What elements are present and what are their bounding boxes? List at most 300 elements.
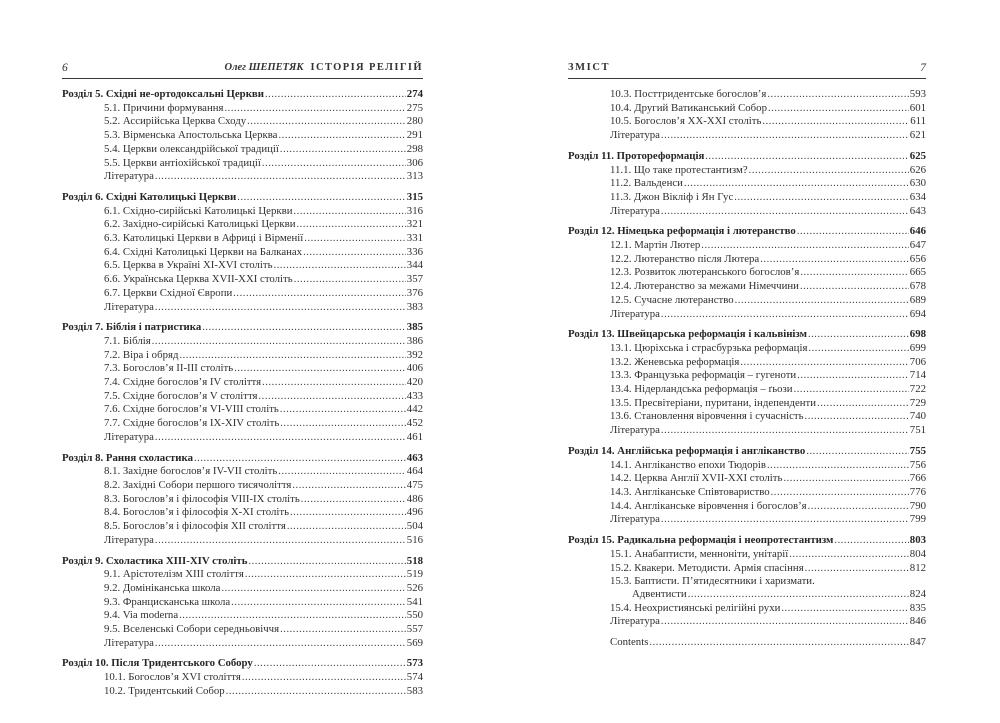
dot-leader — [805, 563, 909, 576]
toc-entry-page: 755 — [909, 444, 926, 457]
toc-entry-page: 463 — [406, 451, 423, 464]
toc-entry-label: Література — [104, 170, 154, 183]
toc-entry — [568, 280, 926, 294]
dot-leader — [749, 165, 909, 178]
dot-leader — [155, 535, 406, 548]
toc-entry-page: 452 — [406, 417, 423, 430]
toc-entry-label: 7.7. Східне богослов’я IX-XIV століть — [104, 417, 280, 430]
toc-entry-page: 625 — [909, 149, 926, 162]
dot-leader — [805, 411, 909, 424]
toc-entry-chapter — [62, 88, 423, 102]
toc-block — [568, 534, 926, 629]
toc-entry-page: 574 — [406, 671, 423, 684]
toc-entry-label: Розділ 10. Після Тридентського Собору — [62, 657, 253, 670]
toc-block — [62, 88, 423, 184]
toc-entry — [62, 493, 423, 507]
toc-entry — [62, 115, 423, 129]
toc-entry-label: 8.3. Богослов’я і філософія VIII-IX століть — [104, 492, 300, 505]
toc-entry-page: 593 — [909, 88, 926, 100]
dot-leader — [800, 281, 909, 294]
toc-entry — [568, 115, 926, 129]
toc-entry-label: 12.5. Сучасне лютеранство — [610, 293, 734, 306]
toc-entry-label: 12.2. Лютеранство після Лютера — [610, 252, 760, 265]
dot-leader — [179, 350, 405, 363]
toc-entry — [568, 410, 926, 424]
toc-block — [62, 555, 423, 651]
toc-entry — [62, 506, 423, 520]
toc-entry-label: 7.6. Східне богослов’я VI-VIII століть — [104, 403, 279, 416]
dot-leader — [701, 240, 909, 253]
toc-entry — [62, 520, 423, 534]
toc-entry — [62, 349, 423, 363]
toc-entry-page: 634 — [909, 190, 926, 203]
toc-entry-label: Розділ 13. Швейцарська реформація і кальвінізм — [568, 328, 807, 341]
toc-entry-label: 8.2. Західні Собори першого тисячоліття — [104, 478, 292, 491]
toc-entry-page: 694 — [909, 307, 926, 320]
toc-entry-page: 706 — [909, 355, 926, 368]
toc-entry-page: 835 — [909, 601, 926, 614]
toc-entry-page: 799 — [909, 513, 926, 526]
toc-entry-label: 6.6. Українська Церква XVII-XXI століть — [104, 273, 293, 286]
toc-entry — [568, 342, 926, 356]
toc-entry-label: 10.1. Богослов’я XVI століття — [104, 671, 241, 684]
toc-entry-page: 790 — [909, 499, 926, 512]
toc-entry-page: 583 — [406, 684, 423, 697]
toc-entry-page: 516 — [406, 533, 423, 546]
folio-left: 6 — [62, 62, 68, 74]
toc-entry-label: 13.6. Становлення віровчення і сучасність — [610, 410, 804, 423]
toc-entry-label: 14.1. Англіканство епохи Тюдорів — [610, 458, 766, 471]
dot-leader — [661, 309, 909, 322]
toc-entry-page: 847 — [909, 636, 926, 649]
toc-entry-page: 678 — [909, 280, 926, 293]
toc-entry-page: 519 — [406, 568, 423, 581]
toc-entry-label: 10.3. Посттридентське богослов’я — [610, 88, 767, 100]
dot-leader — [294, 206, 406, 219]
toc-entry-page: 740 — [909, 410, 926, 423]
toc-entry — [568, 308, 926, 322]
toc-entry — [62, 390, 423, 404]
toc-entry — [62, 596, 423, 610]
toc-entry-label: 9.5. Вселенські Собори середньовіччя — [104, 623, 280, 636]
page-header-right — [568, 62, 926, 79]
toc-entry-page: 406 — [406, 362, 423, 375]
dot-leader — [301, 494, 406, 507]
toc-entry-label: 6.7. Церкви Східної Європи — [104, 286, 233, 299]
dot-leader — [705, 151, 909, 164]
dot-leader — [247, 116, 406, 129]
toc-entry-label: Література — [610, 615, 660, 628]
toc-entry-label: Література — [104, 300, 154, 313]
dot-leader — [760, 254, 909, 267]
toc-heading: ЗМІСТ — [568, 62, 611, 73]
toc-entry-page: 386 — [406, 334, 423, 347]
toc-entry-page: 344 — [406, 259, 423, 272]
toc-entry — [62, 218, 423, 232]
toc-entry — [568, 397, 926, 411]
toc-entry-label: 9.2. Домініканська школа — [104, 581, 221, 594]
toc-entry-label: Розділ 6. Східні Католицькі Церкви — [62, 190, 237, 203]
toc-entry — [568, 102, 926, 116]
toc-entry-label: 11.1. Що таке протестантизм? — [610, 163, 748, 176]
dot-leader — [767, 89, 908, 102]
toc-entry-page: 315 — [406, 190, 423, 203]
toc-entry-page: 392 — [406, 348, 423, 361]
toc-entry-page: 846 — [909, 615, 926, 628]
toc-entry-chapter — [568, 328, 926, 342]
toc-entry — [568, 472, 926, 486]
toc-entry-page: 611 — [910, 115, 926, 128]
toc-entry-chapter — [568, 225, 926, 239]
toc-entry-page: 504 — [406, 520, 423, 533]
toc-entry — [62, 582, 423, 596]
toc-entry-page: 665 — [909, 266, 926, 279]
toc-entry-label: 7.2. Віра і обряд — [104, 348, 179, 361]
toc-block — [568, 150, 926, 219]
toc-entry-page: 729 — [909, 396, 926, 409]
toc-entry — [62, 246, 423, 260]
toc-entry-label: 7.1. Біблія — [104, 334, 151, 347]
running-title-book: ІСТОРІЯ РЕЛІГІЙ — [310, 62, 423, 73]
toc-entry-label: 14.4. Англіканське віровчення і богослов’я — [610, 499, 807, 512]
toc-entry-label: 14.3. Англіканське Співтовариство — [610, 485, 770, 498]
dot-leader — [226, 686, 406, 699]
toc-entry-page: 776 — [909, 485, 926, 498]
toc-entry-label: 12.1. Мартін Лютер — [610, 239, 701, 252]
toc-entry-page: 496 — [406, 506, 423, 519]
toc-entry-label: 9.4. Via moderna — [104, 609, 179, 622]
dot-leader — [661, 206, 909, 219]
toc-right — [568, 88, 926, 650]
toc-entry-chapter — [568, 445, 926, 459]
toc-entry-label: Література — [610, 307, 660, 320]
toc-entry — [62, 157, 423, 171]
toc-entry-label: 11.3. Джон Вікліф і Ян Гус — [610, 190, 734, 203]
dot-leader — [290, 507, 406, 520]
toc-entry — [62, 431, 423, 445]
toc-entry-page: 313 — [406, 170, 423, 183]
toc-entry-chapter — [62, 191, 423, 205]
toc-entry-label: Contents — [610, 636, 649, 649]
toc-entry-page: 376 — [406, 286, 423, 299]
dot-leader — [237, 192, 406, 205]
toc-left — [62, 88, 423, 699]
dot-leader — [661, 425, 909, 438]
toc-entry — [62, 671, 423, 685]
toc-entry-label: 6.3. Католицькі Церкви в Африці і Вірменії — [104, 232, 304, 245]
toc-entry — [568, 588, 926, 602]
dot-leader — [762, 116, 909, 129]
toc-entry — [568, 513, 926, 527]
toc-entry — [62, 534, 423, 548]
toc-entry — [568, 191, 926, 205]
dot-leader — [245, 569, 406, 582]
dot-leader — [231, 597, 406, 610]
toc-entry-page: 298 — [406, 142, 423, 155]
folio-right: 7 — [920, 62, 926, 74]
toc-entry-chapter — [62, 321, 423, 335]
toc-block — [568, 328, 926, 438]
dot-leader — [280, 418, 406, 431]
page-left — [62, 0, 423, 723]
toc-entry — [62, 287, 423, 301]
toc-entry-label: Література — [104, 636, 154, 649]
toc-entry-page: 550 — [406, 609, 423, 622]
dot-leader — [221, 583, 405, 596]
toc-entry — [62, 259, 423, 273]
toc-entry-page: 656 — [909, 252, 926, 265]
toc-block — [568, 445, 926, 527]
toc-entry — [62, 362, 423, 376]
toc-entry-page: 383 — [406, 300, 423, 313]
toc-entry — [568, 548, 926, 562]
toc-block — [568, 636, 926, 650]
toc-entry-page: 357 — [406, 273, 423, 286]
toc-entry-label: 15.1. Анабаптисти, менноніти, унітарії — [610, 547, 789, 560]
toc-entry-label: 6.5. Церква в Україні XI-XVI століть — [104, 259, 273, 272]
toc-entry-label: 5.4. Церкви олександрійської традиції — [104, 142, 279, 155]
toc-entry-page: 321 — [406, 218, 423, 231]
toc-entry — [568, 383, 926, 397]
toc-entry — [568, 615, 926, 629]
toc-entry-page: 714 — [909, 369, 926, 382]
toc-entry — [62, 403, 423, 417]
toc-entry-page: 621 — [909, 129, 926, 142]
toc-entry — [62, 232, 423, 246]
toc-entry — [568, 129, 926, 143]
toc-entry — [62, 568, 423, 582]
dot-leader — [768, 103, 909, 116]
toc-entry — [568, 602, 926, 616]
dot-leader — [152, 336, 406, 349]
toc-entry-label: 13.3. Французька реформація – гугеноти — [610, 369, 797, 382]
dot-leader — [248, 556, 405, 569]
toc-entry — [62, 143, 423, 157]
dot-leader — [254, 658, 406, 671]
dot-leader — [781, 603, 908, 616]
toc-entry-label: Розділ 15. Радикальна реформація і неопротестантизм — [568, 534, 834, 547]
toc-entry-chapter — [568, 150, 926, 164]
toc-entry — [568, 164, 926, 178]
toc-entry-page: 643 — [909, 204, 926, 217]
dot-leader — [274, 260, 406, 273]
toc-entry-page: 442 — [406, 403, 423, 416]
toc-entry — [62, 376, 423, 390]
dot-leader — [808, 329, 909, 342]
dot-leader — [155, 638, 406, 651]
toc-entry-label: 6.2. Західно-сирійські Католицькі Церкви — [104, 218, 296, 231]
toc-entry-label: 13.2. Женевська реформація — [610, 355, 740, 368]
toc-entry-page: 486 — [406, 492, 423, 505]
toc-entry-page: 385 — [406, 321, 423, 334]
dot-leader — [265, 89, 406, 102]
dot-leader — [304, 233, 406, 246]
toc-entry — [62, 102, 423, 116]
toc-entry-page: 518 — [406, 554, 423, 567]
toc-entry-page: 316 — [406, 204, 423, 217]
toc-entry-page: 475 — [406, 478, 423, 491]
dot-leader — [242, 672, 406, 685]
toc-entry — [568, 575, 926, 588]
toc-entry-label: 15.2. Квакери. Методисти. Армія спасіння — [610, 561, 804, 574]
toc-entry — [62, 205, 423, 219]
page-header-left — [62, 62, 423, 79]
dot-leader — [155, 302, 406, 315]
toc-entry — [62, 170, 423, 184]
toc-entry-chapter — [62, 657, 423, 671]
toc-entry-label: 7.4. Східне богослов’я IV століття — [104, 376, 262, 389]
toc-entry-page: 722 — [909, 383, 926, 396]
dot-leader — [797, 226, 909, 239]
toc-entry — [568, 253, 926, 267]
toc-entry-page: 751 — [909, 424, 926, 437]
toc-entry-label: 8.4. Богослов’я і філософія X-XI століть — [104, 506, 289, 519]
dot-leader — [661, 130, 909, 143]
toc-entry — [568, 266, 926, 280]
toc-entry-label: 8.1. Західне богослов’я IV-VII століть — [104, 465, 278, 478]
toc-entry-label: Література — [610, 513, 660, 526]
dot-leader — [179, 610, 406, 623]
toc-entry-label: 9.1. Арістотелізм XIII століття — [104, 568, 244, 581]
toc-entry-page: 541 — [406, 595, 423, 608]
dot-leader — [661, 514, 909, 527]
toc-entry — [568, 177, 926, 191]
toc-entry-label: Література — [104, 533, 154, 546]
dot-leader — [278, 130, 405, 143]
dot-leader — [234, 363, 406, 376]
toc-entry-page: 698 — [909, 328, 926, 341]
toc-entry — [62, 301, 423, 315]
toc-entry — [568, 486, 926, 500]
toc-entry-label: Розділ 5. Східні не-ортодоксальні Церкви — [62, 88, 264, 100]
toc-entry-page: 699 — [909, 341, 926, 354]
toc-entry-label: Розділ 11. Протореформація — [568, 149, 705, 162]
toc-block — [62, 452, 423, 548]
dot-leader — [735, 295, 909, 308]
toc-entry-page: 812 — [909, 561, 926, 574]
toc-entry-label: 5.2. Ассирійська Церква Сходу — [104, 115, 247, 128]
dot-leader — [297, 219, 406, 232]
toc-entry-label: Розділ 9. Схоластика XIII-XIV століть — [62, 554, 248, 567]
dot-leader — [155, 171, 406, 184]
toc-block — [62, 321, 423, 444]
toc-entry — [568, 205, 926, 219]
toc-entry — [62, 417, 423, 431]
toc-entry-page: 569 — [406, 636, 423, 649]
toc-entry-page: 275 — [406, 101, 423, 114]
dot-leader — [806, 446, 908, 459]
toc-entry-page: 433 — [406, 389, 423, 402]
toc-entry-label: 13.1. Цюріхська і страсбурзька реформація — [610, 341, 808, 354]
toc-block — [62, 191, 423, 314]
dot-leader — [224, 103, 405, 116]
toc-entry-label: 12.3. Розвиток лютеранського богослов’я — [610, 266, 800, 279]
toc-entry-page: 824 — [909, 587, 926, 600]
toc-entry-label: 12.4. Лютеранство за межами Німеччини — [610, 280, 799, 293]
dot-leader — [278, 466, 406, 479]
dot-leader — [834, 535, 908, 548]
toc-entry-label: 8.5. Богослов’я і філософія XII століття — [104, 520, 286, 533]
dot-leader — [740, 357, 908, 370]
toc-entry-page: 647 — [909, 239, 926, 252]
toc-entry — [568, 500, 926, 514]
toc-entry-label: 10.2. Тридентський Собор — [104, 684, 225, 697]
toc-entry-page: 464 — [406, 465, 423, 478]
toc-entry-page: 336 — [406, 245, 423, 258]
toc-entry — [62, 479, 423, 493]
dot-leader — [155, 432, 406, 445]
toc-entry-page: 420 — [406, 376, 423, 389]
toc-entry — [62, 465, 423, 479]
running-title — [225, 62, 423, 74]
toc-entry-page: 803 — [909, 534, 926, 547]
toc-entry-page: 601 — [909, 101, 926, 114]
toc-entry-label: Адвентисти — [632, 587, 687, 600]
toc-entry-label: 15.3. Баптисти. П’ятидесятники і харизмати. — [610, 575, 815, 588]
toc-entry-label: Розділ 14. Англійська реформація і англіканство — [568, 444, 806, 457]
dot-leader — [771, 487, 909, 500]
toc-entry-label: 13.4. Нідерландська реформація – ґьози — [610, 383, 793, 396]
dot-leader — [194, 453, 406, 466]
dot-leader — [280, 404, 406, 417]
toc-entry-label: 5.5. Церкви антіохійської традиції — [104, 156, 261, 169]
toc-entry-label: 5.1. Причини формування — [104, 101, 224, 114]
dot-leader — [649, 637, 908, 650]
dot-leader — [684, 178, 909, 191]
toc-entry-chapter — [62, 452, 423, 466]
toc-entry-label: 5.3. Вірменська Апостольська Церква — [104, 129, 278, 142]
toc-entry-label: Література — [610, 424, 660, 437]
toc-entry — [568, 88, 926, 102]
toc-entry-chapter — [62, 555, 423, 569]
toc-entry-page: 291 — [406, 129, 423, 142]
toc-block — [568, 88, 926, 143]
toc-block — [568, 225, 926, 321]
toc-entry-page: 756 — [909, 458, 926, 471]
toc-entry-page: 274 — [406, 88, 423, 100]
toc-entry-label: Література — [104, 430, 154, 443]
dot-leader — [259, 391, 406, 404]
toc-entry-page: 306 — [406, 156, 423, 169]
toc-entry — [62, 637, 423, 651]
toc-entry-label: 11.2. Вальденси — [610, 177, 683, 190]
dot-leader — [783, 473, 908, 486]
dot-leader — [233, 288, 406, 301]
toc-entry-page: 573 — [406, 657, 423, 670]
toc-entry-label: 14.2. Церква Англії XVII-XXI століть — [610, 472, 783, 485]
toc-entry — [62, 623, 423, 637]
dot-leader — [808, 343, 908, 356]
dot-leader — [661, 616, 909, 629]
dot-leader — [280, 624, 406, 637]
dot-leader — [287, 521, 406, 534]
toc-entry-label: 10.4. Другий Ватиканський Собор — [610, 101, 767, 114]
dot-leader — [789, 549, 909, 562]
dot-leader — [800, 267, 908, 280]
toc-entry-label: 7.3. Богослов’я II-III століть — [104, 362, 234, 375]
toc-entry — [568, 294, 926, 308]
toc-entry — [62, 609, 423, 623]
toc-entry-page: 689 — [909, 293, 926, 306]
toc-entry-label: 9.3. Францисканська школа — [104, 595, 231, 608]
toc-entry-page: 526 — [406, 581, 423, 594]
toc-entry-page: 557 — [406, 623, 423, 636]
toc-entry — [62, 335, 423, 349]
toc-entry-page: 630 — [909, 177, 926, 190]
dot-leader — [794, 384, 909, 397]
dot-leader — [303, 247, 406, 260]
toc-entry-label: 6.4. Східні Католицькі Церкви на Балканах — [104, 245, 303, 258]
